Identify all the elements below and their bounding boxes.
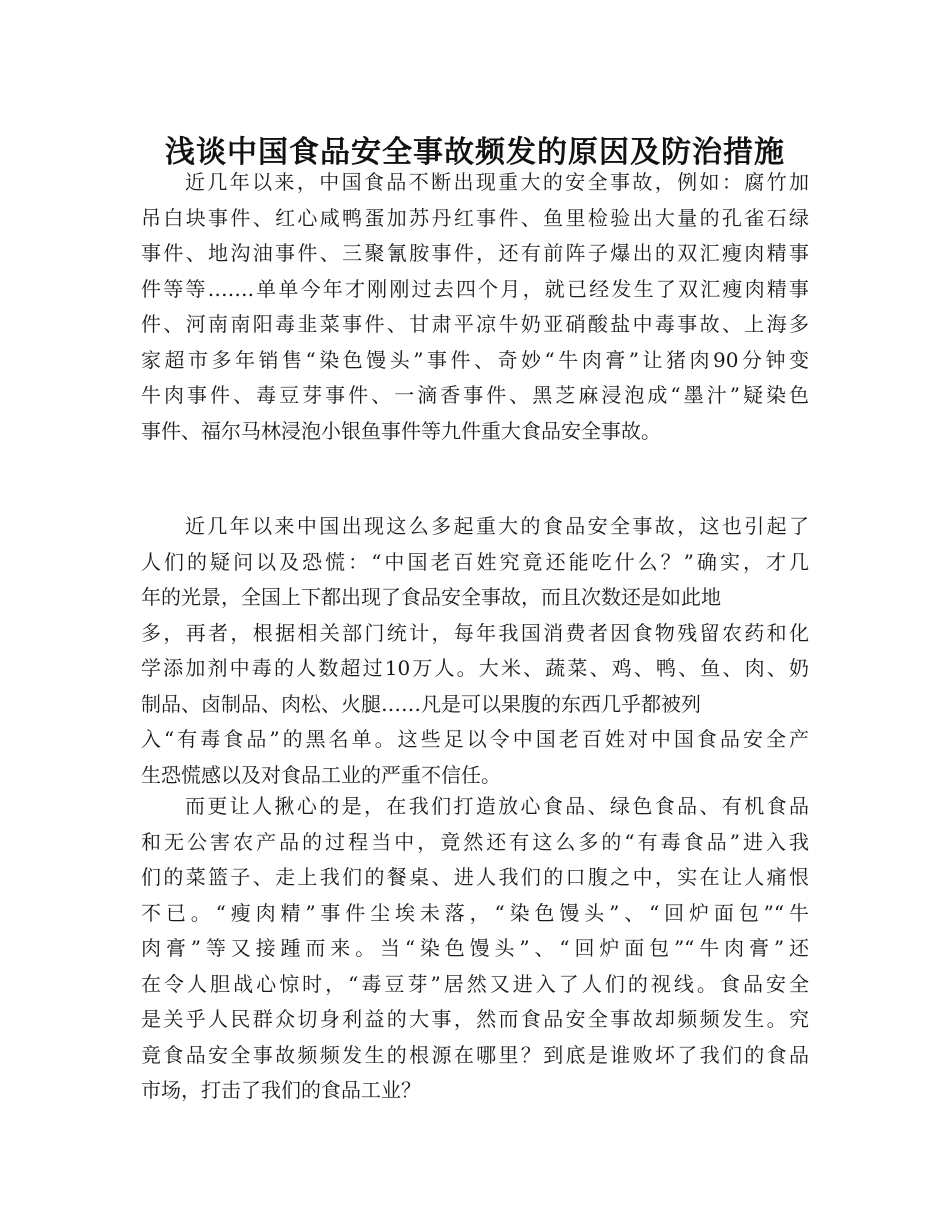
paragraph-line: 们的菜篮子、走上我们的餐桌、进人我们的口腹之中，实在让人痛恨 [141,865,809,889]
paragraph-2 [141,509,809,793]
paragraph-line: 人们的疑问以及恐慌：“中国老百姓究竟还能吃什么？”确实，才几 [141,549,809,574]
paragraph-3 [141,789,809,1109]
paragraph-line: 生恐慌感以及对食品工业的严重不信任。 [141,762,501,787]
paragraph-line: 制品、卤制品、肉松、火腿……凡是可以果腹的东西几乎都被列 [141,691,701,716]
paragraph-line: 竟食品安全事故频频发生的根源在哪里？到底是谁败坏了我们的食品 [141,1042,809,1067]
paragraph-line: 事件、地沟油事件、三聚氰胺事件，还有前阵子爆出的双汇瘦肉精事 [141,241,809,265]
paragraph-line: 近几年以来，中国食品不断出现重大的安全事故，例如：腐竹加 [185,170,809,194]
paragraph-line: 学添加剂中毒的人数超过10万人。大米、蔬菜、鸡、鸭、鱼、肉、奶 [141,656,809,680]
paragraph-line: 牛肉事件、毒豆芽事件、一滴香事件、黑芝麻浸泡成“墨汁”疑染色 [141,383,809,407]
paragraph-line: 多，再者，根据相关部门统计，每年我国消费者因食物残留农药和化 [141,620,809,645]
paragraph-line: 近几年以来中国出现这么多起重大的食品安全事故，这也引起了 [185,514,809,538]
paragraph-line: 市场，打击了我们的食品工业？ [141,1078,421,1102]
paragraph-line: 件等等…….单单今年才刚刚过去四个月，就已经发生了双汇瘦肉精事 [141,276,809,301]
paragraph-1 [141,165,809,449]
paragraph-line: 事件、福尔马林浸泡小银鱼事件等九件重大食品安全事故。 [141,418,661,443]
document-title: 浅谈中国食品安全事故频发的原因及防治措施 [165,135,785,171]
paragraph-line: 年的光景，全国上下都出现了食品安全事故，而且次数还是如此地 [141,585,721,609]
paragraph-line: 在令人胆战心惊时，“毒豆芽”居然又进入了人们的视线。食品安全 [141,971,809,996]
paragraph-line: 而更让人揪心的是，在我们打造放心食品、绿色食品、有机食品 [185,794,809,818]
paragraph-line: 家超市多年销售“染色馒头”事件、奇妙“牛肉膏”让猪肉90分钟变 [141,347,809,372]
paragraph-line: 和无公害农产品的过程当中，竟然还有这么多的“有毒食品”进入我 [141,829,809,854]
paragraph-line: 是关乎人民群众切身利益的大事，然而食品安全事故却频频发生。究 [141,1007,809,1031]
paragraph-line: 吊白块事件、红心咸鸭蛋加苏丹红事件、鱼里检验出大量的孔雀石绿 [141,205,809,230]
paragraph-line: 不已。“瘦肉精”事件尘埃未落，“染色馒头”、“回炉面包”“牛 [141,900,809,925]
paragraph-line: 件、河南南阳毒韭菜事件、甘肃平凉牛奶亚硝酸盐中毒事故、上海多 [141,312,809,336]
paragraph-line: 入“有毒食品”的黑名单。这些足以令中国老百姓对中国食品安全产 [141,727,809,751]
paragraph-line: 肉膏”等又接踵而来。当“染色馒头”、“回炉面包”“牛肉膏”还 [141,936,809,960]
